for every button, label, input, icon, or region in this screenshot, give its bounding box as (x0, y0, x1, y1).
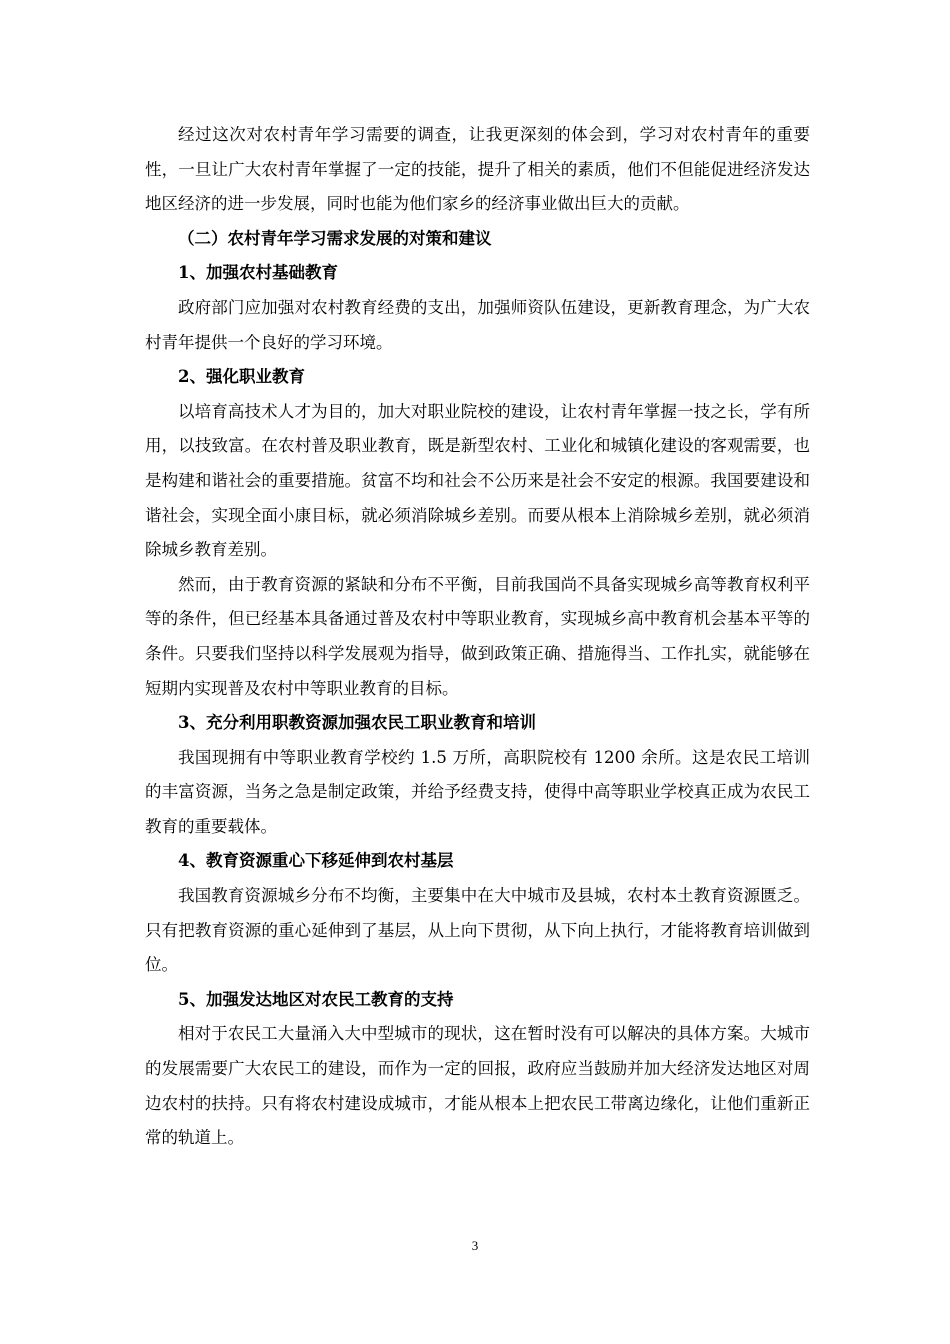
paragraph-5: 相对于农民工大量涌入大中型城市的现状，这在暂时没有可以解决的具体方案。大城市的发展需要广大农民工的建设，而作为一定的回报，政府应当鼓励并加大经济发达地区对周边农村的扶持。只有将农村建设成城市，才能从根本上把农民工带离边缘化，让他们重新正常的轨道上。 (145, 1024, 810, 1148)
paragraph-1: 政府部门应加强对农村教育经费的支出，加强师资队伍建设，更新教育理念，为广大农村青年提供一个良好的学习环境。 (145, 297, 810, 352)
heading-1: 1、加强农村基础教育 (178, 263, 338, 283)
paragraph-intro: 经过这次对农村青年学习需要的调查，让我更深刻的体会到，学习对农村青年的重要性，一旦让广大农村青年掌握了一定的技能，提升了相关的素质，他们不但能促进经济发达地区经济的进一步发展，同时也能为他们家乡的经济事业做出巨大的贡献。 (145, 125, 810, 214)
paragraph-2a: 以培育高技术人才为目的，加大对职业院校的建设，让农村青年掌握一技之长，学有所用，以技致富。在农村普及职业教育，既是新型农村、工业化和城镇化建设的客观需要，也是构建和谐社会的重要措施。贫富不均和社会不公历来是社会不安定的根源。我国要建设和谐社会，实现全面小康目标，就必须消除城乡差别。而要从根本上消除城乡差别，就必须消除城乡教育差别。 (145, 401, 810, 560)
paragraph-3: 我国现拥有中等职业教育学校约 1.5 万所，高职院校有 1200 余所。这是农民工培训的丰富资源，当务之急是制定政策，并给予经费支持，使得中高等职业学校真正成为农民工教育的重要载体。 (145, 747, 810, 836)
heading-4: 4、教育资源重心下移延伸到农村基层 (178, 851, 454, 871)
heading-section-2: （二）农村青年学习需求发展的对策和建议 (178, 228, 492, 248)
page-number: 3 (471, 1238, 479, 1253)
paragraph-4: 我国教育资源城乡分布不均衡，主要集中在大中城市及县城，农村本土教育资源匮乏。只有把教育资源的重心延伸到了基层，从上向下贯彻，从下向上执行，才能将教育培训做到位。 (145, 886, 810, 975)
heading-3: 3、充分利用职教资源加强农民工职业教育和培训 (178, 713, 536, 733)
heading-5: 5、加强发达地区对农民工教育的支持 (178, 989, 454, 1009)
page-body (145, 118, 810, 1156)
heading-2: 2、强化职业教育 (178, 367, 305, 387)
paragraph-2b: 然而，由于教育资源的紧缺和分布不平衡，目前我国尚不具备实现城乡高等教育权利平等的条件，但已经基本具备通过普及农村中等职业教育，实现城乡高中教育机会基本平等的条件。只要我们坚持以科学发展观为指导，做到政策正确、措施得当、工作扎实，就能够在短期内实现普及农村中等职业教育的目标。 (145, 574, 810, 698)
